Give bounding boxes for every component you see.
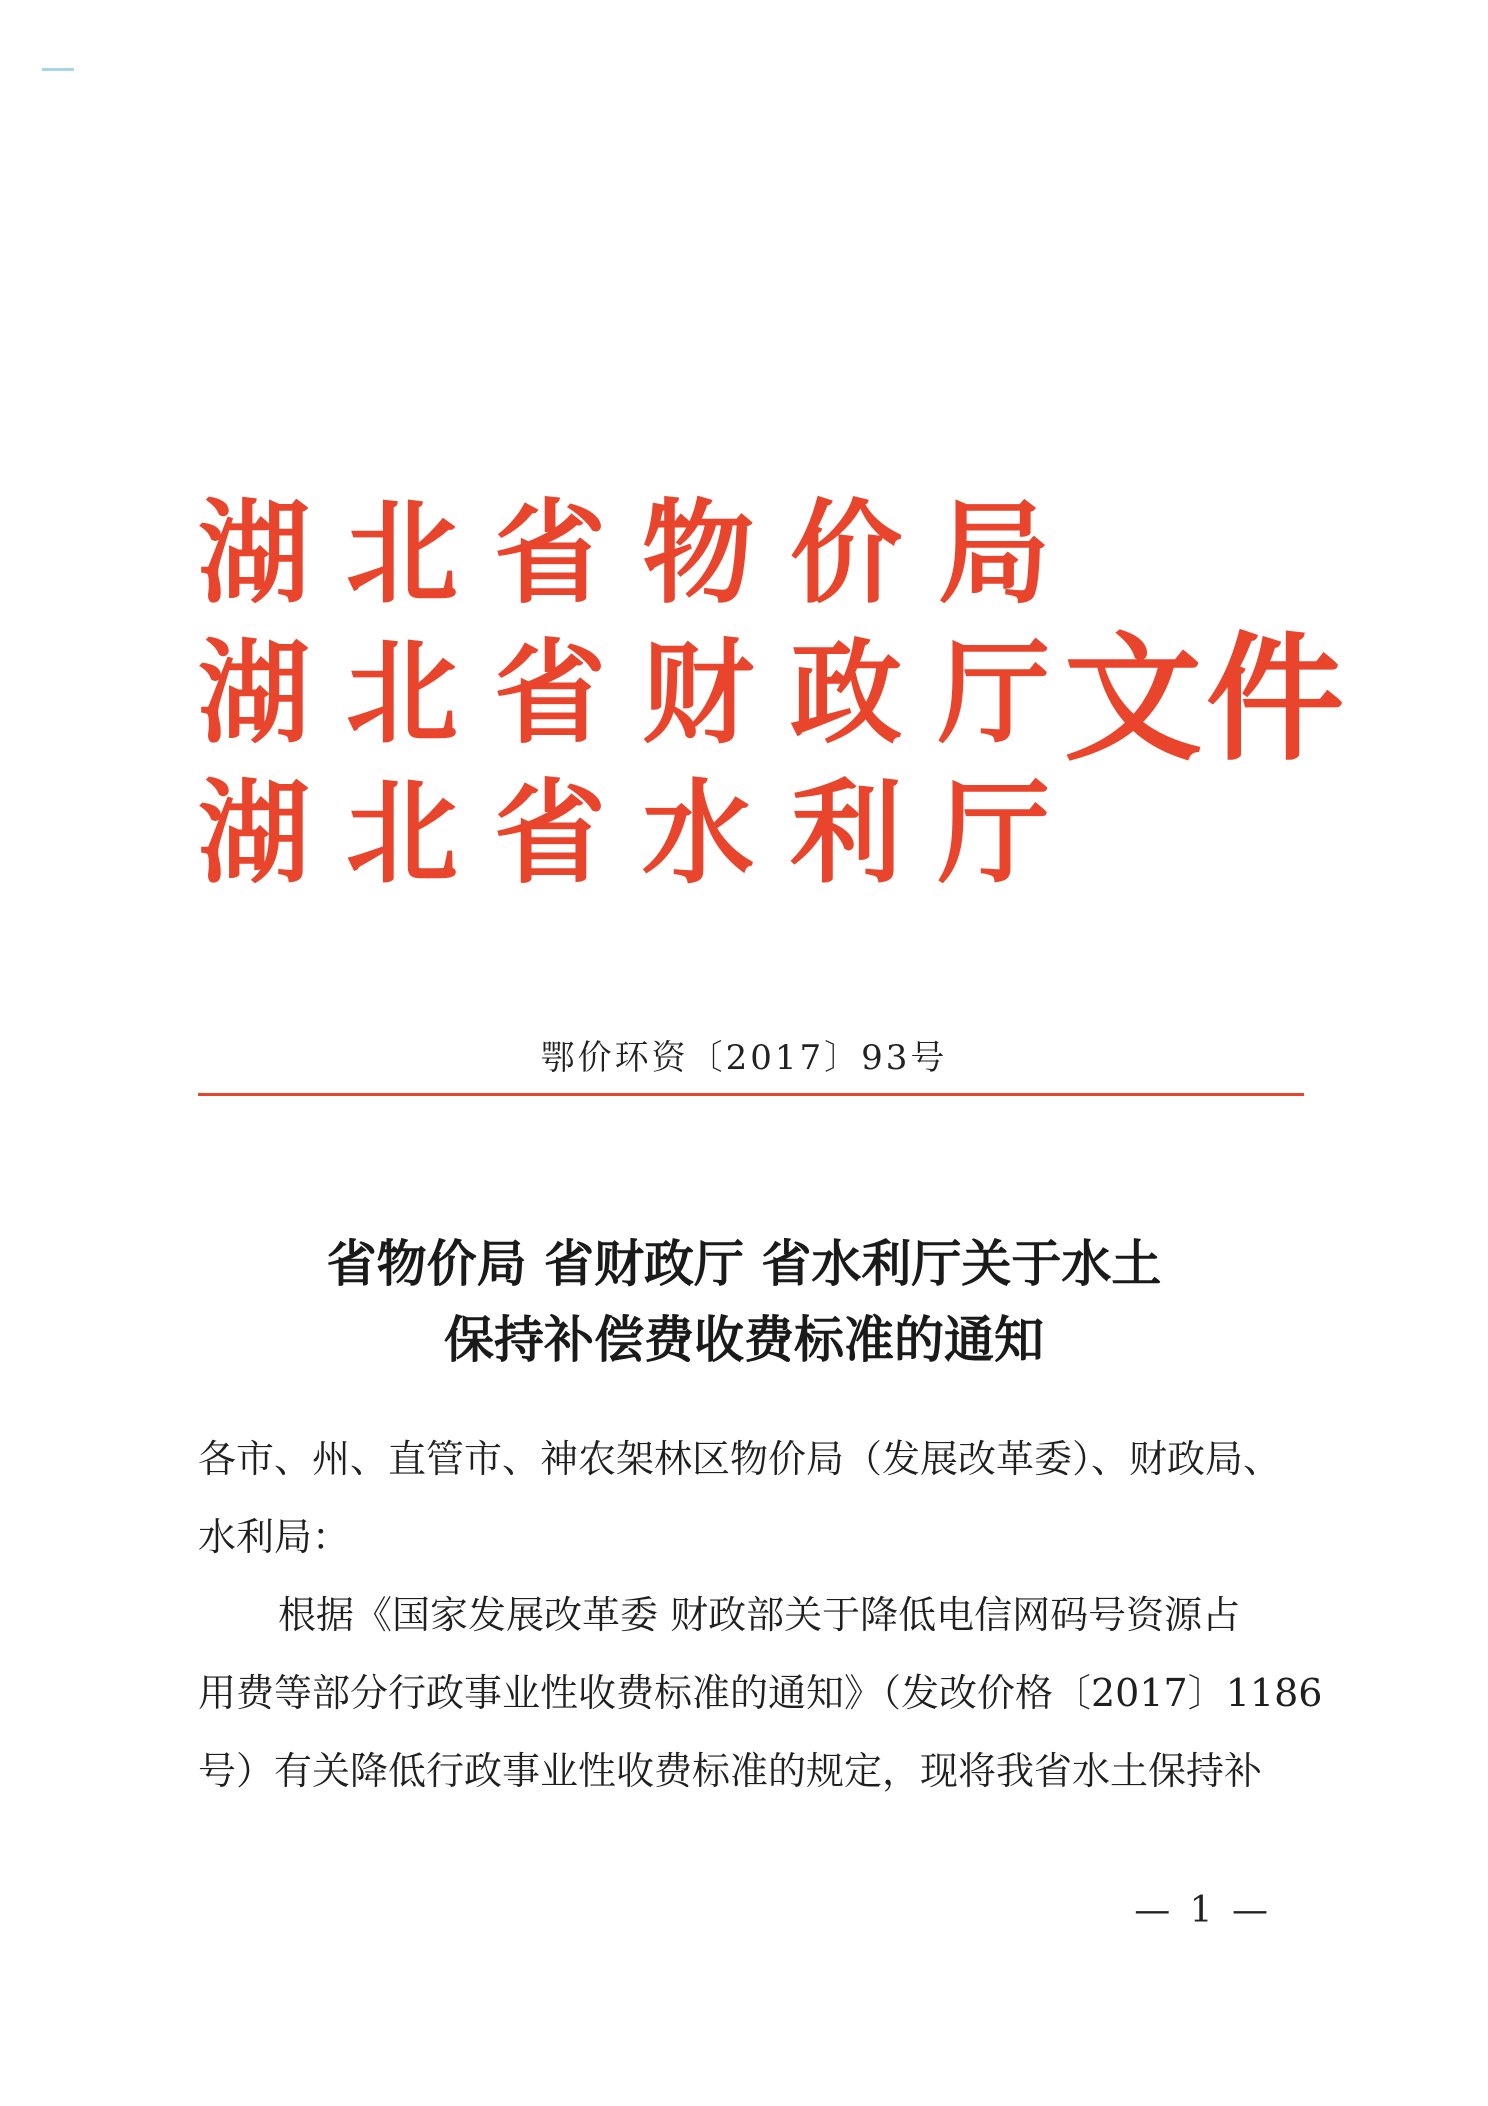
- document-number: 鄂价环资〔2017〕93号: [540, 1038, 948, 1078]
- paragraph-1-line-2: 用费等部分行政事业性收费标准的通知》（发改价格〔2017〕1186: [198, 1671, 1323, 1715]
- paragraph-1-line-3: 号）有关降低行政事业性收费标准的规定，现将我省水土保持补: [198, 1749, 1263, 1793]
- issuer-price-bureau: 湖北省物价局: [198, 488, 1086, 619]
- document-title: [0, 1226, 1488, 1378]
- addressee-line-2: 水利局：: [198, 1515, 351, 1559]
- scan-corner-mark: [42, 68, 74, 71]
- document-type-label: 文件: [1064, 617, 1349, 780]
- red-divider-line: [198, 1093, 1304, 1096]
- document-body: [198, 1420, 1323, 1810]
- title-line-2: 保持补偿费收费标准的通知: [444, 1311, 1044, 1369]
- issuer-water-resources-department: 湖北省水利厅: [198, 768, 1086, 899]
- paragraph-1-line-1: 根据《国家发展改革委 财政部关于降低电信网码号资源占: [278, 1593, 1241, 1637]
- page-number: — 1 —: [1134, 1890, 1272, 1931]
- title-line-1: 省物价局 省财政厅 省水利厅关于水土: [326, 1235, 1162, 1293]
- issuer-finance-department: 湖北省财政厅: [198, 628, 1086, 759]
- addressee-line-1: 各市、州、直管市、神农架林区物价局（发展改革委）、财政局、: [198, 1437, 1282, 1481]
